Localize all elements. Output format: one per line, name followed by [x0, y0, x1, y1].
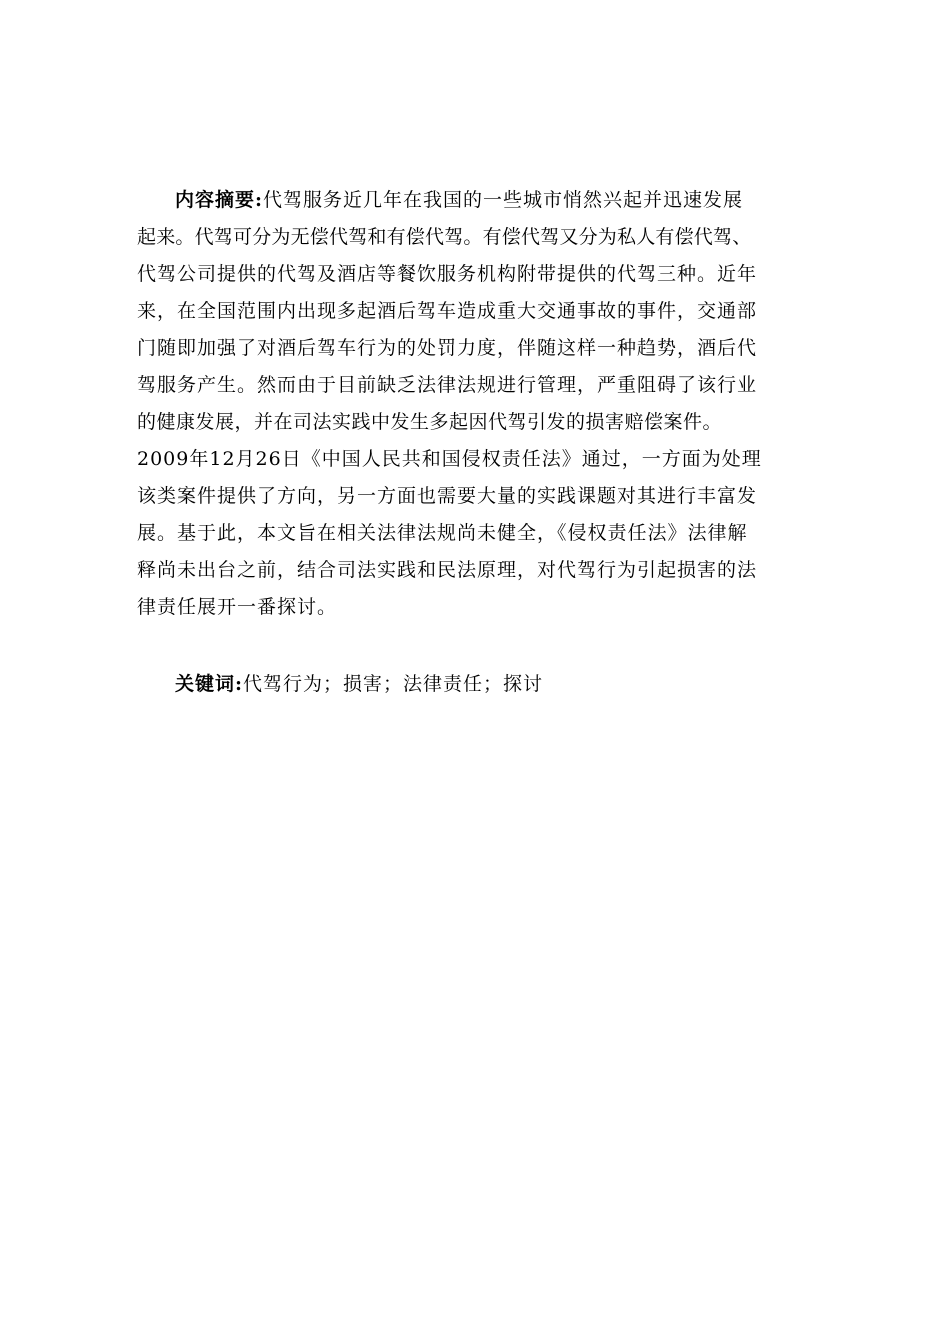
abstract-section — [137, 182, 837, 626]
abstract-line-9: 该类案件提供了方向，另一方面也需要大量的实践课题对其进行丰富发 — [137, 485, 758, 507]
abstract-line-4: 来，在全国范围内出现多起酒后驾车造成重大交通事故的事件，交通部 — [137, 300, 758, 322]
abstract-line-2: 起来。代驾可分为无偿代驾和有偿代驾。有偿代驾又分为私人有偿代驾、 — [137, 226, 752, 248]
abstract-line-12: 律责任展开一番探讨。 — [137, 596, 338, 618]
abstract-line-6: 驾服务产生。然而由于目前缺乏法律法规进行管理，严重阻碍了该行业 — [137, 374, 758, 396]
keywords-text: 代驾行为；损害；法律责任；探讨 — [243, 673, 544, 695]
keywords-label: 关键词: — [175, 673, 244, 695]
abstract-line-7: 的健康发展，并在司法实践中发生多起因代驾引发的损害赔偿案件。 — [137, 411, 723, 433]
abstract-text: 代驾服务近几年在我国的一些城市悄然兴起并迅速发展 — [263, 189, 744, 211]
keywords-line — [175, 666, 835, 703]
abstract-line-5: 门随即加强了对酒后驾车行为的处罚力度，伴随这样一种趋势，酒后代 — [137, 337, 758, 359]
abstract-line-11: 释尚未出台之前，结合司法实践和民法原理，对代驾行为引起损害的法 — [137, 559, 758, 581]
abstract-line-1 — [137, 182, 837, 219]
abstract-line-8: 2009年12月26日《中国人民共和国侵权责任法》通过，一方面为处理 — [137, 448, 762, 470]
abstract-line-3: 代驾公司提供的代驾及酒店等餐饮服务机构附带提供的代驾三种。近年 — [137, 263, 758, 285]
abstract-label: 内容摘要: — [175, 189, 264, 211]
abstract-line-10: 展。基于此，本文旨在相关法律法规尚未健全，《侵权责任法》法律解 — [137, 522, 748, 544]
